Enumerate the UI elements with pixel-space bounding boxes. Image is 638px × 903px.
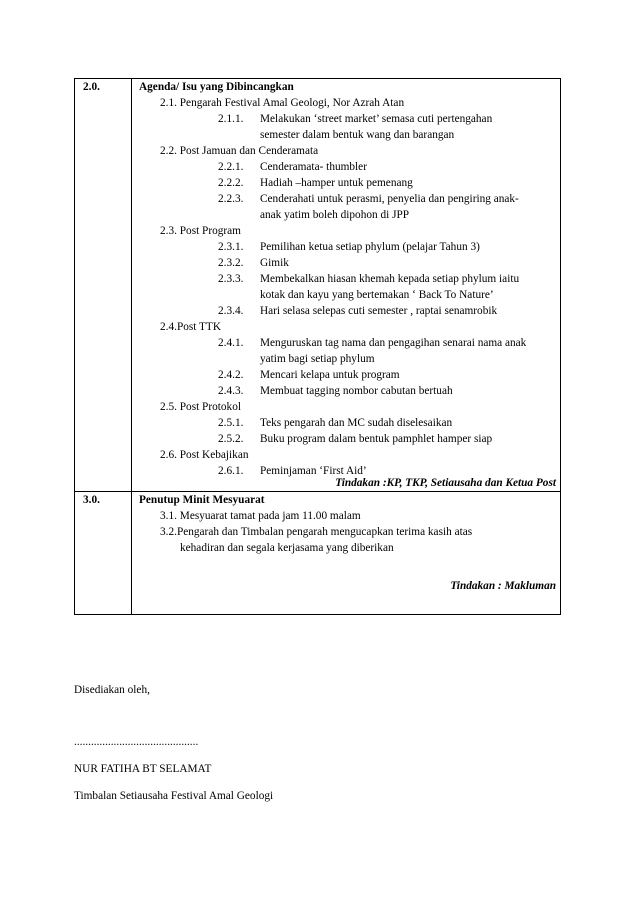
agenda-item <box>139 415 556 431</box>
signatory-position: Timbalan Setiausaha Festival Amal Geologi <box>74 790 274 802</box>
agenda-item-text-line: Menguruskan tag nama dan pengagihan senarai nama anak <box>260 337 527 349</box>
agenda-item-number: 2.3.2. <box>218 257 244 269</box>
agenda-item-number: 2.2.2. <box>218 177 244 189</box>
agenda-subheading: 2.2. Post Jamuan dan Cenderamata <box>160 145 319 157</box>
agenda-item <box>139 191 556 223</box>
section-title: Penutup Minit Mesyuarat <box>139 494 265 506</box>
agenda-item <box>139 239 556 255</box>
agenda-item-number: 2.2.1. <box>218 161 244 173</box>
agenda-item-text-line: Buku program dalam bentuk pamphlet hamper siap <box>260 433 493 445</box>
agenda-item-text <box>260 159 556 175</box>
agenda-item-number: 2.1.1. <box>218 113 244 125</box>
agenda-item-text-line: Teks pengarah dan MC sudah diselesaikan <box>260 417 453 429</box>
agenda-item-text-line: Cenderamata- thumbler <box>260 161 367 173</box>
agenda-item-text-line: Membekalkan hiasan khemah kepada setiap phylum iaitu <box>260 273 520 285</box>
agenda-item-text <box>260 431 556 447</box>
agenda-item-number: 2.3.1. <box>218 241 244 253</box>
agenda-item-text-continuation: anak yatim boleh dipohon di JPP <box>260 209 410 221</box>
action-note: Tindakan :KP, TKP, Setiausaha dan Ketua Post <box>335 477 556 489</box>
signatory-name: NUR FATIHA BT SELAMAT <box>74 763 212 775</box>
agenda-item-text-line: Melakukan ‘street market’ semasa cuti pertengahan <box>260 113 493 125</box>
agenda-item-text-continuation: semester dalam bentuk wang dan barangan <box>260 129 455 141</box>
agenda-item <box>139 303 556 319</box>
agenda-item <box>139 271 556 303</box>
agenda-item-text-line: Gimik <box>260 257 289 269</box>
prepared-by-label: Disediakan oleh, <box>74 684 150 696</box>
agenda-item-text-line: Cenderahati untuk perasmi, penyelia dan pengiring anak- <box>260 193 519 205</box>
agenda-item <box>139 431 556 447</box>
agenda-item-number: 2.2.3. <box>218 193 244 205</box>
agenda-item <box>139 159 556 175</box>
agenda-item-text <box>260 191 556 223</box>
closing-line: kehadiran dan segala kerjasama yang diberikan <box>180 542 394 554</box>
agenda-item <box>139 175 556 191</box>
closing-line: 3.1. Mesyuarat tamat pada jam 11.00 malam <box>160 510 361 522</box>
agenda-item <box>139 255 556 271</box>
agenda-subheading: 2.6. Post Kebajikan <box>160 449 249 461</box>
agenda-item-number: 2.3.4. <box>218 305 244 317</box>
agenda-subheading: 2.4.Post TTK <box>160 321 221 333</box>
agenda-item-number: 2.4.3. <box>218 385 244 397</box>
agenda-item-text-continuation: kotak dan kayu yang bertemakan ‘ Back To Nature’ <box>260 289 494 301</box>
agenda-item-text <box>260 367 556 383</box>
section-row-2 <box>75 79 561 492</box>
agenda-item <box>139 335 556 367</box>
section-body <box>132 79 561 492</box>
agenda-subheading: 2.5. Post Protokol <box>160 401 241 413</box>
agenda-item-text <box>260 239 556 255</box>
agenda-item-text-line: Pemilihan ketua setiap phylum (pelajar Tahun 3) <box>260 241 480 253</box>
agenda-item-text <box>260 383 556 399</box>
agenda-item-text <box>260 415 556 431</box>
agenda-subheading: 2.1. Pengarah Festival Amal Geologi, Nor Azrah Atan <box>160 97 405 109</box>
agenda-item <box>139 367 556 383</box>
agenda-item-text-line: Hari selasa selepas cuti semester , raptai senamrobik <box>260 305 498 317</box>
agenda-item-number: 2.6.1. <box>218 465 244 477</box>
agenda-item-text-line: Hadiah –hamper untuk pemenang <box>260 177 413 189</box>
section-number: 2.0. <box>75 79 132 492</box>
agenda-item-text <box>260 303 556 319</box>
agenda-item-text <box>260 255 556 271</box>
agenda-table <box>74 78 561 615</box>
agenda-item-text-line: Peminjaman ‘First Aid’ <box>260 465 367 477</box>
agenda-item <box>139 383 556 399</box>
agenda-item <box>139 111 556 143</box>
section-body <box>132 492 561 615</box>
agenda-item-text <box>260 111 556 143</box>
signature-line: ............................................ <box>74 736 199 748</box>
agenda-item-number: 2.4.2. <box>218 369 244 381</box>
agenda-item-text <box>260 335 556 367</box>
agenda-item-text <box>260 175 556 191</box>
agenda-item-text <box>260 271 556 303</box>
section-row-3 <box>75 492 561 615</box>
closing-line: 3.2.Pengarah dan Timbalan pengarah mengucapkan terima kasih atas <box>160 526 473 538</box>
agenda-item-text-line: Membuat tagging nombor cabutan bertuah <box>260 385 453 397</box>
agenda-item-number: 2.3.3. <box>218 273 244 285</box>
agenda-item-text-line: Mencari kelapa untuk program <box>260 369 400 381</box>
action-note: Tindakan : Makluman <box>450 580 556 592</box>
agenda-item-text-continuation: yatim bagi setiap phylum <box>260 353 375 365</box>
agenda-item-number: 2.4.1. <box>218 337 244 349</box>
agenda-subheading: 2.3. Post Program <box>160 225 241 237</box>
agenda-items <box>139 95 556 479</box>
section-number: 3.0. <box>75 492 132 615</box>
section-title: Agenda/ Isu yang Dibincangkan <box>139 81 294 93</box>
agenda-item-number: 2.5.2. <box>218 433 244 445</box>
agenda-item-number: 2.5.1. <box>218 417 244 429</box>
